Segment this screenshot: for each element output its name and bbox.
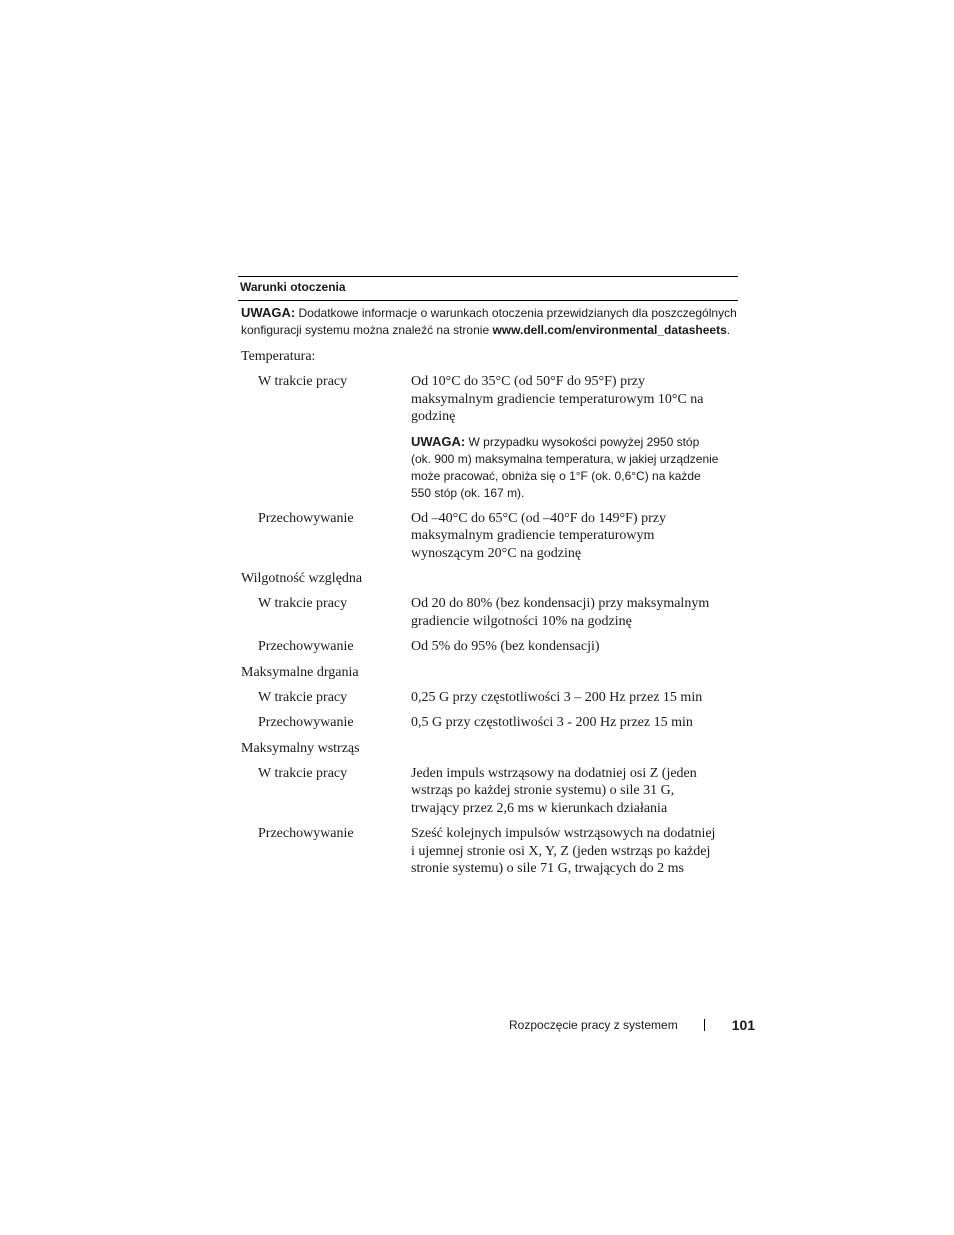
table-row — [238, 825, 738, 878]
altitude-note — [411, 433, 719, 502]
footer-separator — [704, 1019, 705, 1031]
table-row — [238, 638, 738, 656]
row-value-shock-storage: Sześć kolejnych impulsów wstrząsowych na dodatniej i ujemnej stronie osi X, Y, Z (jeden wstrząs po każdej stronie systemu) o sile 71 G, trwających do 2 ms — [411, 826, 716, 876]
row-label-storage: Przechowywanie — [258, 826, 354, 841]
row-value-humidity-operating: Od 20 do 80% (bez kondensacji) przy maksymalnym gradiencie wilgotności 10% na godzinę — [411, 596, 710, 629]
table-row — [238, 765, 738, 818]
row-value-vibration-storage: 0,5 G przy częstotliwości 3 - 200 Hz przez 15 min — [411, 715, 693, 730]
temperature-operating-text: Od 10°C do 35°C (od 50°F do 95°F) przy maksymalnym gradiencie temperaturowym 10°C na godzinę — [411, 374, 704, 424]
row-value-temperature-storage: Od –40°C do 65°C (od –40°F do 149°F) przy maksymalnym gradiencie temperaturowym wynoszącym 20°C na godzinę — [411, 510, 666, 561]
row-label-operating: W trakcie pracy — [258, 596, 348, 611]
category-temperature: Temperatura: — [241, 349, 316, 364]
row-value-vibration-operating: 0,25 G przy częstotliwości 3 – 200 Hz przez 15 min — [411, 689, 703, 705]
table-row — [238, 714, 738, 732]
row-label-storage: Przechowywanie — [258, 639, 354, 654]
category-humidity: Wilgotność względna — [241, 571, 363, 586]
row-label-operating: W trakcie pracy — [258, 689, 348, 705]
environment-spec-table — [238, 276, 738, 886]
datasheet-link[interactable]: www.dell.com/environmental_datasheets — [492, 323, 727, 337]
table-row — [238, 689, 738, 707]
general-note — [238, 301, 738, 339]
category-shock: Maksymalny wstrząs — [241, 740, 360, 756]
category-vibration: Maksymalne drgania — [241, 664, 359, 680]
row-value-shock-operating: Jeden impuls wstrząsowy na dodatniej osi Z (jeden wstrząs po każdej stronie systemu) o sile 31 G, trwający przez 2,6 ms w kierunkach działania — [411, 765, 697, 816]
table-row — [238, 510, 738, 563]
note-text: Dodatkowe informacje o warunkach otoczenia przewidzianych dla poszczególnych konfiguracji systemu można znaleźć na stronie — [241, 306, 737, 337]
altitude-note-lead: UWAGA: — [411, 433, 466, 449]
page-footer — [509, 1015, 755, 1035]
row-label-storage: Przechowywanie — [258, 510, 354, 526]
page-number: 101 — [731, 1017, 756, 1033]
table-title: Warunki otoczenia — [238, 277, 738, 301]
table-row — [238, 595, 738, 630]
footer-section-title: Rozpoczęcie pracy z systemem — [509, 1018, 678, 1032]
row-label-storage: Przechowywanie — [258, 715, 354, 730]
row-value-temperature-operating — [411, 373, 719, 502]
note-end: . — [726, 323, 731, 337]
table-row — [238, 373, 738, 502]
row-label-operating: W trakcie pracy — [258, 765, 348, 781]
altitude-note-text: W przypadku wysokości powyżej 2950 stóp (ok. 900 m) maksymalna temperatura, w jakiej urządzenie może pracować, obniża się o 1°F (ok. 0,6°C) na każde 550 stóp (ok. 167 m). — [411, 434, 719, 500]
row-value-humidity-storage: Od 5% do 95% (bez kondensacji) — [411, 639, 600, 654]
row-label-operating: W trakcie pracy — [258, 374, 348, 389]
note-lead: UWAGA: — [241, 305, 296, 320]
